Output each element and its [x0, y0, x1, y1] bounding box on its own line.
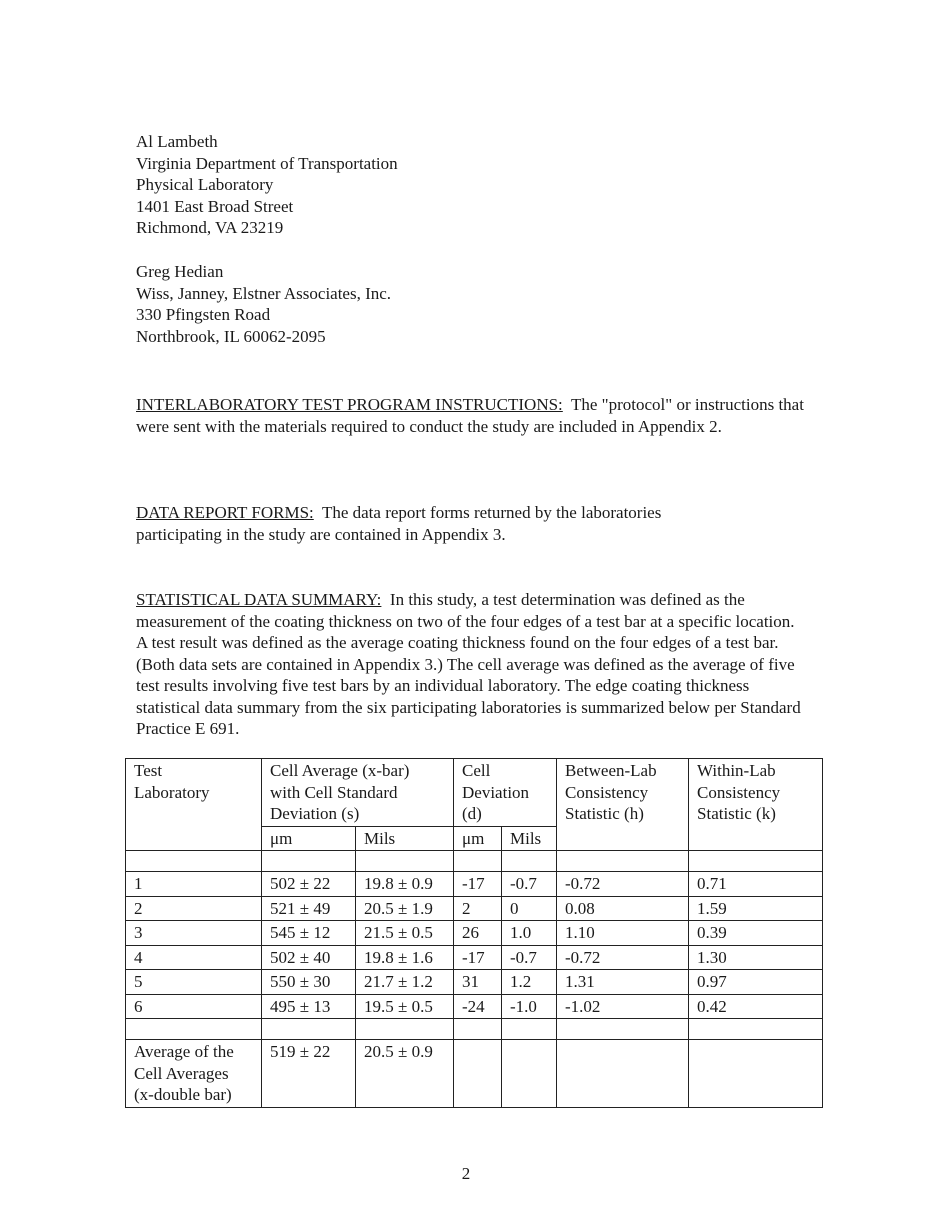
cell-avg-um: 545 ± 12 [262, 921, 356, 946]
cell-lab: 4 [126, 945, 262, 970]
cell-k-stat: 1.30 [689, 945, 823, 970]
cell-h-stat: 1.31 [557, 970, 689, 995]
table-header-row [126, 759, 823, 827]
section-paragraph [136, 394, 816, 437]
unit-avg-mils: Mils [356, 826, 454, 851]
address-line: Greg Hedian [136, 262, 224, 281]
section-instructions [136, 394, 816, 437]
table-row [126, 921, 823, 946]
section-heading: INTERLABORATORY TEST PROGRAM INSTRUCTIONS: [136, 395, 563, 414]
cell-lab: 5 [126, 970, 262, 995]
address-line: Virginia Department of Transportation [136, 153, 398, 173]
table-spacer-row [126, 1019, 823, 1040]
section-statistical-summary [136, 589, 806, 740]
cell-avg-um: 521 ± 49 [262, 896, 356, 921]
cell-lab: 3 [126, 921, 262, 946]
table-row [126, 945, 823, 970]
cell-dev-mils: 1.2 [502, 970, 557, 995]
cell-h-stat: 1.10 [557, 921, 689, 946]
address-line: 330 Pfingsten Road [136, 305, 271, 324]
cell-avg-um: 495 ± 13 [262, 994, 356, 1019]
cell-avg-um: 502 ± 22 [262, 872, 356, 897]
cell-dev-um: -24 [454, 994, 502, 1019]
header-cell-average: Cell Average (x-bar) with Cell Standard Deviation (s) [262, 759, 454, 827]
cell-dev-um: -17 [454, 945, 502, 970]
cell-k-stat: 0.42 [689, 994, 823, 1019]
cell-k-stat: 0.97 [689, 970, 823, 995]
cell-dev-um: 31 [454, 970, 502, 995]
table-row [126, 872, 823, 897]
cell-lab: 6 [126, 994, 262, 1019]
cell-avg-um: 550 ± 30 [262, 970, 356, 995]
section-body: The data report forms returned by the laboratories participating in the study are contained in Appendix 3. [136, 503, 662, 544]
table-row [126, 896, 823, 921]
cell-dev-mils: -0.7 [502, 872, 557, 897]
cell-dev-um: -17 [454, 872, 502, 897]
address-line: Physical Laboratory [136, 175, 274, 194]
cell-avg-mils: 21.7 ± 1.2 [356, 970, 454, 995]
section-body: In this study, a test determination was defined as the measurement of the coating thickness on two of the four edges of a test bar at a specific location. A test result was defined as the average coating thickness found on the four edges of a test bar. (Both data sets are contained in Appendix 3.) The cell average was defined as the average of five test results involving five test bars by an individual laboratory. The edge coating thickness statistical data summary from the six participating laboratories is summarized below per Standard Practice E 691. [136, 590, 801, 738]
footer-label: Average of the Cell Averages (x-double bar) [126, 1040, 262, 1108]
cell-dev-mils: -1.0 [502, 994, 557, 1019]
table-body [126, 872, 823, 1019]
cell-lab: 1 [126, 872, 262, 897]
cell-avg-mils: 20.5 ± 1.9 [356, 896, 454, 921]
header-test-laboratory: Test Laboratory [126, 759, 262, 851]
address-line: Al Lambeth [136, 132, 218, 151]
section-paragraph [136, 589, 806, 740]
cell-h-stat: 0.08 [557, 896, 689, 921]
table-spacer-row [126, 851, 823, 872]
section-heading: STATISTICAL DATA SUMMARY: [136, 590, 382, 609]
section-paragraph [136, 502, 736, 545]
footer-avg-um: 519 ± 22 [262, 1040, 356, 1108]
unit-dev-um: μm [454, 826, 502, 851]
section-data-report-forms [136, 502, 736, 545]
footer-avg-mils: 20.5 ± 0.9 [356, 1040, 454, 1108]
cell-dev-um: 2 [454, 896, 502, 921]
cell-avg-um: 502 ± 40 [262, 945, 356, 970]
address-block-hedian [136, 261, 826, 347]
address-line: Richmond, VA 23219 [136, 218, 284, 237]
unit-avg-um: μm [262, 826, 356, 851]
cell-dev-mils: 1.0 [502, 921, 557, 946]
cell-k-stat: 0.71 [689, 872, 823, 897]
page-number: 2 [461, 1164, 471, 1183]
address-line: 1401 East Broad Street [136, 196, 294, 216]
section-body: The "protocol" or instructions that were sent with the materials required to conduct the study are included in Appendix 2. [136, 395, 804, 436]
cell-k-stat: 0.39 [689, 921, 823, 946]
cell-lab: 2 [126, 896, 262, 921]
cell-h-stat: -1.02 [557, 994, 689, 1019]
cell-dev-mils: 0 [502, 896, 557, 921]
cell-h-stat: -0.72 [557, 872, 689, 897]
statistics-table [125, 758, 823, 1108]
cell-avg-mils: 19.8 ± 0.9 [356, 872, 454, 897]
header-between-lab: Between-Lab Consistency Statistic (h) [557, 759, 689, 851]
address-line: Wiss, Janney, Elstner Associates, Inc. [136, 283, 392, 303]
cell-dev-um: 26 [454, 921, 502, 946]
header-within-lab: Within-Lab Consistency Statistic (k) [689, 759, 823, 851]
cell-avg-mils: 19.8 ± 1.6 [356, 945, 454, 970]
cell-avg-mils: 21.5 ± 0.5 [356, 921, 454, 946]
table-footer-row [126, 1040, 823, 1108]
cell-dev-mils: -0.7 [502, 945, 557, 970]
address-block-lambeth [136, 131, 826, 239]
section-heading: DATA REPORT FORMS: [136, 503, 314, 522]
cell-h-stat: -0.72 [557, 945, 689, 970]
cell-avg-mils: 19.5 ± 0.5 [356, 994, 454, 1019]
address-line: Northbrook, IL 60062-2095 [136, 326, 326, 346]
unit-dev-mils: Mils [502, 826, 557, 851]
cell-k-stat: 1.59 [689, 896, 823, 921]
table-row [126, 994, 823, 1019]
header-cell-deviation: Cell Deviation (d) [454, 759, 557, 827]
table-row [126, 970, 823, 995]
